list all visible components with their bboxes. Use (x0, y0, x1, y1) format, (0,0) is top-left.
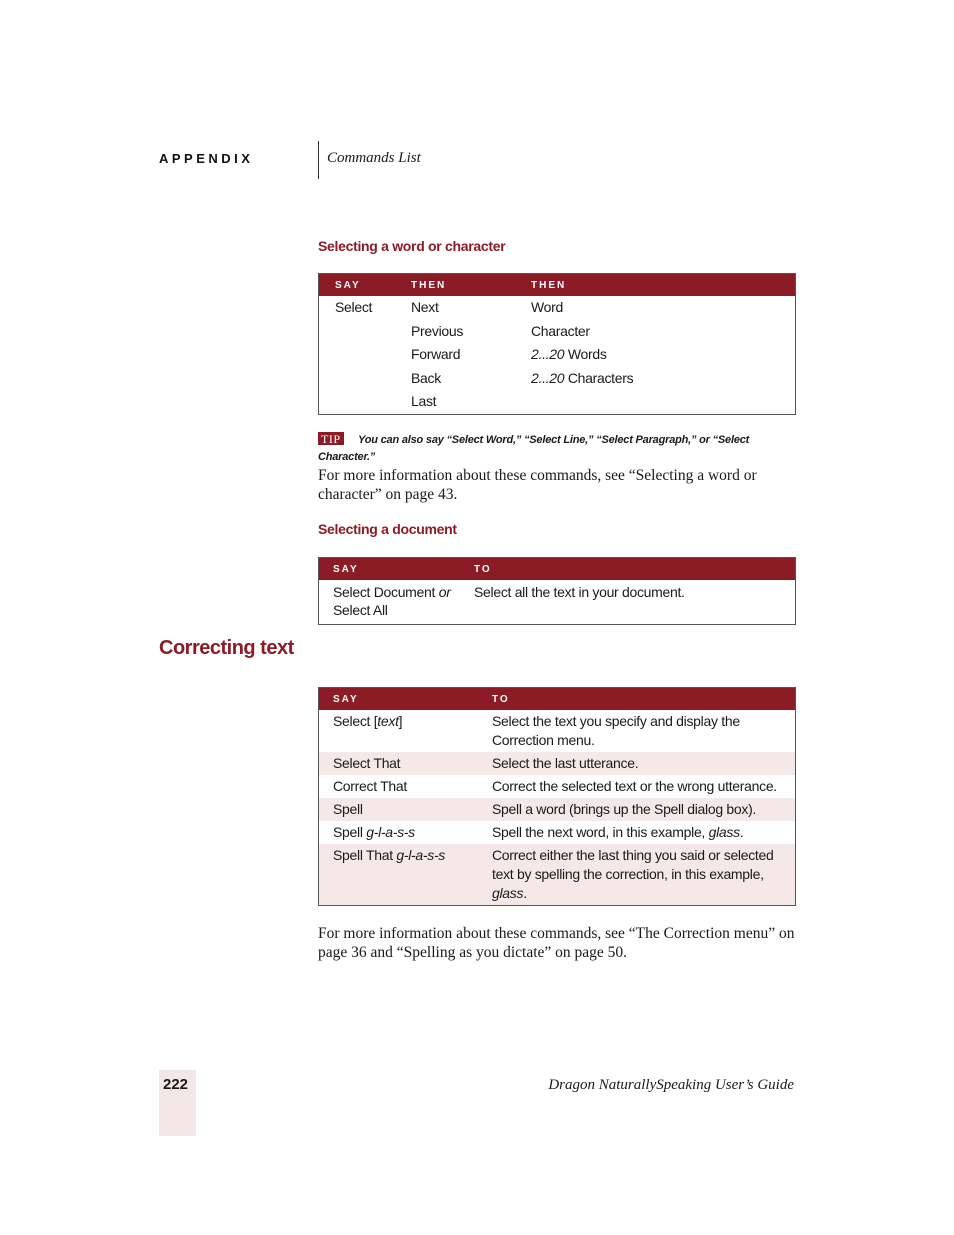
to-cell (478, 775, 796, 798)
tip-badge: TIP (318, 432, 344, 445)
then-text: Character (531, 322, 590, 339)
body-paragraph: For more information about these commands, see “The Correction menu” on page 36 and “Spelling as you dictate” on page 50. (318, 925, 795, 961)
table-row (319, 798, 796, 821)
say-cell (319, 798, 479, 821)
running-footer-title: Dragon NaturallySpeaking User’s Guide (548, 1077, 794, 1093)
then-cell (517, 390, 796, 414)
say-variable: g-l-a-s-s (366, 824, 415, 840)
correcting-text-table (318, 687, 796, 906)
to-text: Correct either the last thing you said or selected text by spelling the correction, in this example, (492, 847, 774, 882)
column-header: TO (460, 558, 796, 581)
say-text: Select All (333, 602, 388, 618)
table-row (319, 296, 796, 320)
say-variable: g-l-a-s-s (396, 847, 446, 863)
column-header: THEN (517, 274, 796, 297)
say-or: or (438, 584, 451, 600)
say-cell: Select (335, 299, 373, 315)
table-row (319, 710, 796, 752)
say-cell (319, 710, 479, 752)
then-cell: Previous (411, 322, 464, 339)
then-text: Words (564, 346, 607, 363)
column-header: SAY (319, 274, 398, 297)
column-header: SAY (319, 688, 479, 711)
section-title: Correcting text (159, 637, 294, 659)
say-cell (319, 821, 479, 844)
say-cell (319, 752, 479, 775)
say-text: Select That (333, 755, 401, 771)
then-range: 2...20 (531, 346, 565, 363)
say-cell (319, 844, 479, 906)
then-cell: Forward (411, 346, 461, 363)
say-text: Spell (333, 801, 363, 817)
then-cell (517, 296, 796, 320)
say-cell (319, 367, 398, 391)
say-cell (319, 343, 398, 367)
table-row (319, 390, 796, 414)
to-cell (478, 844, 796, 906)
to-cell (478, 710, 796, 752)
say-cell (319, 775, 479, 798)
to-text: Spell a word (brings up the Spell dialog box). (492, 801, 757, 817)
say-text: Select Document (333, 584, 439, 600)
then-cell: Back (411, 369, 441, 386)
say-cell (319, 580, 461, 625)
column-header: TO (478, 688, 796, 711)
then-cell: Next (411, 299, 439, 315)
table-row (319, 580, 796, 625)
say-text: Correct That (333, 778, 407, 794)
then-cell (517, 320, 796, 344)
then-cell: Last (411, 393, 437, 410)
running-header-title: Commands List (327, 150, 421, 166)
table-row (319, 775, 796, 798)
say-text: ] (398, 713, 403, 729)
table-header-row (319, 558, 796, 581)
then-text: Word (531, 299, 563, 315)
to-cell (478, 752, 796, 775)
say-variable: text (377, 713, 399, 729)
to-text: Correct the selected text or the wrong utterance. (492, 778, 777, 794)
to-text: Select the last utterance. (492, 755, 639, 771)
table-row (319, 821, 796, 844)
to-cell (478, 821, 796, 844)
say-text: Spell That (333, 847, 397, 863)
table-row (319, 844, 796, 906)
table-row (319, 343, 796, 367)
to-text: Select the text you specify and display the Correction menu. (492, 713, 740, 748)
table-row (319, 367, 796, 391)
say-text: Select [ (333, 713, 378, 729)
table-row (319, 320, 796, 344)
select-word-table (318, 273, 796, 415)
then-cell (517, 343, 796, 367)
then-range: 2...20 (531, 369, 565, 386)
then-text: Characters (564, 369, 634, 386)
then-cell (517, 367, 796, 391)
column-header: THEN (397, 274, 517, 297)
to-cell (478, 798, 796, 821)
say-cell (319, 390, 398, 414)
table-header-row (319, 274, 796, 297)
subheading-select-word: Selecting a word or character (318, 238, 506, 254)
column-header: SAY (319, 558, 461, 581)
subheading-select-document: Selecting a document (318, 521, 457, 537)
select-document-table (318, 557, 796, 625)
body-paragraph: For more information about these commands, see “Selecting a word or character” on page 43. (318, 467, 757, 503)
say-cell (319, 320, 398, 344)
to-text: . (523, 885, 527, 901)
table-header-row (319, 688, 796, 711)
to-example: glass (492, 885, 524, 901)
tip-text: You can also say “Select Word,” “Select Line,” “Select Paragraph,” or “Select Character.” (318, 434, 750, 463)
to-example: glass (708, 824, 740, 840)
header-divider (318, 141, 319, 179)
to-cell: Select all the text in your document. (474, 584, 685, 600)
to-text: Spell the next word, in this example, (492, 824, 709, 840)
appendix-label: APPENDIX (159, 151, 254, 166)
to-text: . (739, 824, 744, 840)
say-text: Spell (333, 824, 367, 840)
page-number: 222 (163, 1076, 189, 1093)
table-row (319, 752, 796, 775)
